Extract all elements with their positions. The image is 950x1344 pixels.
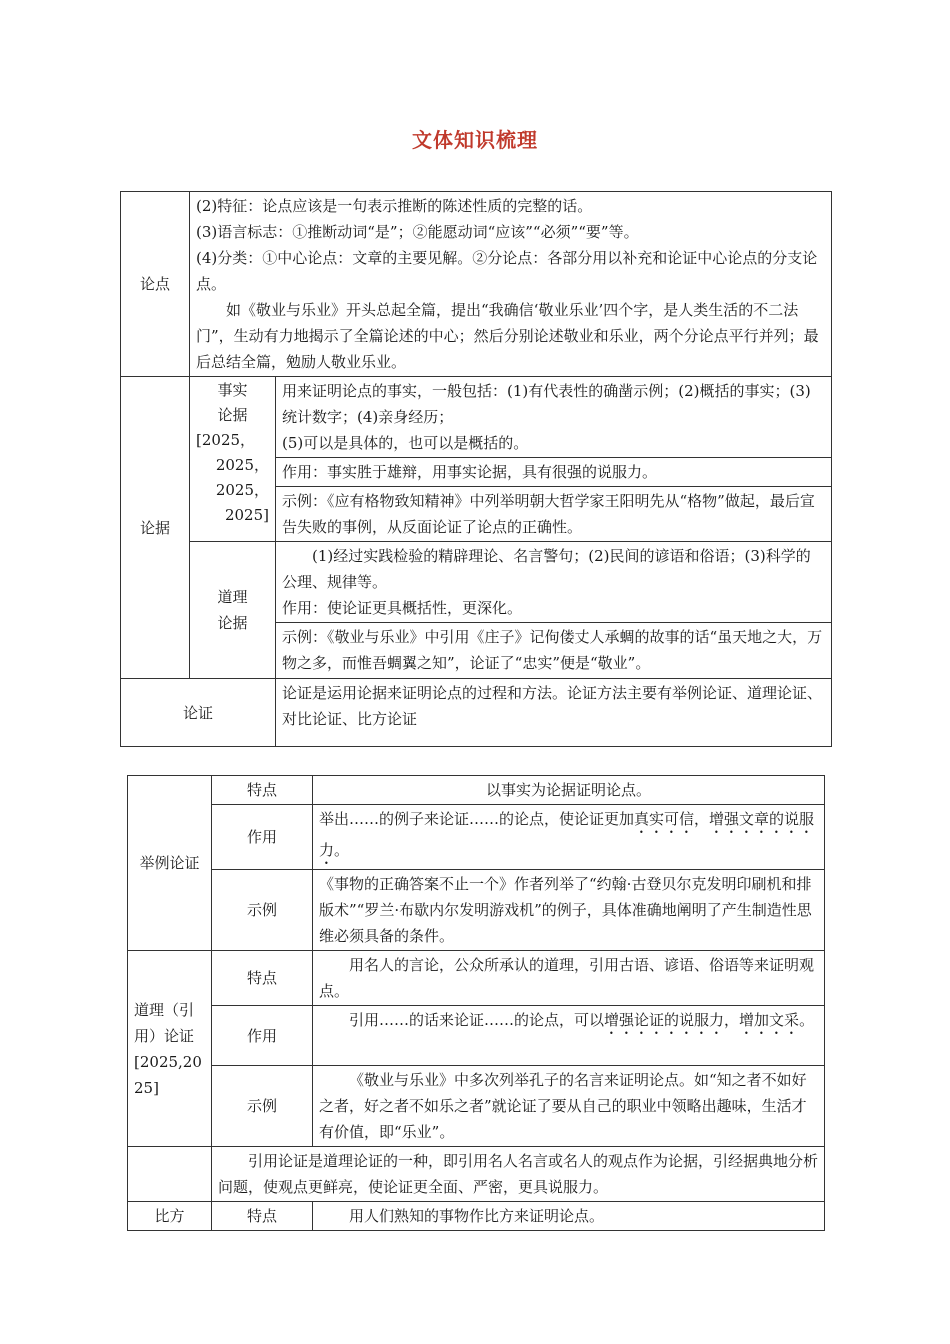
effect-text: 。 — [799, 1011, 815, 1029]
trait-label: 特点 — [212, 776, 313, 805]
trait-label: 特点 — [212, 1202, 313, 1231]
effect-text: ， — [724, 1011, 740, 1029]
fact-label-line: [2025， — [196, 431, 256, 449]
fact-effect: 作用：事实胜于雄辩，用事实论据，具有很强的说服力。 — [276, 458, 832, 487]
reason-effect-row — [128, 1006, 825, 1066]
lunzheng-content: 论证是运用论据来证明论点的过程和方法。论证方法主要有举例论证、道理论证、对比论证、比方论证 — [276, 679, 832, 747]
literary-knowledge-table — [120, 191, 832, 747]
emphasis-text: 增加文采 — [739, 1011, 800, 1029]
sample-label: 示例 — [212, 870, 313, 951]
reason-method-label-cont — [128, 1147, 212, 1202]
analogy-trait: 用人们熟知的事物作比方来证明论点。 — [313, 1202, 825, 1231]
lunzheng-label: 论证 — [121, 679, 276, 747]
example-method-label: 举例论证 — [128, 776, 212, 951]
lundian-line: (3)语言标志：①推断动词“是”；②能愿动词“应该”“必须”“要”等。 — [196, 223, 639, 241]
reason-effect — [313, 1006, 825, 1066]
trait-label: 特点 — [212, 951, 313, 1006]
effect-label: 作用 — [212, 1006, 313, 1066]
emphasis-text: 增强文章的说服力 — [319, 810, 815, 859]
effect-text: 引用……的话来论证……的论点，可以 — [349, 1011, 605, 1029]
example-sample-row — [128, 870, 825, 951]
lundian-example: 如《敬业与乐业》开头总起全篇，提出“我确信‘敬业乐业’四个字，是人类生活的不二法门”，生动有力地揭示了全篇论述的中心；然后分别论述敬业和乐业，两个分论点平行并列；最后总结全篇，勉励人敬业乐业。 — [196, 301, 819, 371]
emphasis-text: 真实可信 — [634, 810, 695, 828]
reason-trait-row — [128, 951, 825, 1006]
effect-text: 。 — [334, 841, 350, 859]
reason-content — [276, 542, 832, 623]
fact-content-row — [121, 377, 832, 458]
reason-label-line: 论据 — [217, 614, 248, 632]
lundian-label: 论点 — [121, 192, 190, 377]
fact-label-line: 2025， — [215, 481, 269, 499]
example-effect-row — [128, 805, 825, 870]
fact-label-line: 事实 — [217, 381, 248, 399]
effect-text: ， — [694, 810, 710, 828]
reason-trait: 用名人的言论，公众所承认的道理，引用古语、谚语、俗语等来证明观点。 — [313, 951, 825, 1006]
example-effect — [313, 805, 825, 870]
reason-effect: 作用：使论证更具概括性，更深化。 — [282, 599, 523, 617]
effect-text: 举出……的例子来论证……的论点，使论证更加 — [319, 810, 635, 828]
analogy-method-label: 比方 — [128, 1202, 212, 1231]
reason-note-row — [128, 1147, 825, 1202]
reason-example: 示例：《敬业与乐业》中引用《庄子》记佝偻丈人承蜩的故事的话“虽天地之大，万物之多，而惟吾蜩翼之知”，论证了“忠实”便是“敬业”。 — [276, 623, 832, 679]
fact-content-text: (5)可以是具体的，也可以是概括的。 — [282, 434, 529, 452]
reason-label-line: 道理 — [217, 588, 248, 606]
fact-content-text: 用来证明论点的事实，一般包括：(1)有代表性的确凿示例；(2)概括的事实；(3)统计数字；(4)亲身经历； — [282, 382, 811, 426]
example-sample: 《事物的正确答案不止一个》作者列举了“约翰·古登贝尔克发明印刷机和排版术”“罗兰·布歇内尔发明游戏机”的例子，具体准确地阐明了产生制造性思维必须具备的条件。 — [313, 870, 825, 951]
fact-evidence-label — [190, 377, 276, 542]
reason-note: 引用论证是道理论证的一种，即引用名人名言或名人的观点作为论据，引经据典地分析问题，使观点更鲜亮，使论证更全面、严密，更具说服力。 — [212, 1147, 825, 1202]
sample-label: 示例 — [212, 1066, 313, 1147]
page-title: 文体知识梳理 — [412, 128, 538, 152]
lundian-row — [121, 192, 832, 377]
example-trait: 以事实为论据证明论点。 — [313, 776, 825, 805]
reason-sample: 《敬业与乐业》中多次列举孔子的名言来证明论点。如“知之者不如好之者，好之者不如乐之者”就论证了要从自己的职业中领略出趣味，生活才有价值，即“乐业”。 — [313, 1066, 825, 1147]
lundian-line: (4)分类：①中心论点：文章的主要见解。②分论点：各部分用以补充和论证中心论点的分支论点。 — [196, 249, 818, 293]
fact-label-line: 2025， — [215, 456, 269, 474]
fact-example: 示例：《应有格物致知精神》中列举明朝大哲学家王阳明先从“格物”做起，最后宣告失败的事例，从反面论证了论点的正确性。 — [276, 487, 832, 542]
emphasis-text: 增强论证的说服力 — [604, 1011, 725, 1029]
effect-label: 作用 — [212, 805, 313, 870]
fact-label-line: 2025] — [224, 506, 269, 524]
lundian-content — [190, 192, 832, 377]
lundian-line: (2)特征：论点应该是一句表示推断的陈述性质的完整的话。 — [196, 197, 593, 215]
reason-method-label: 道理（引用）论证[2025,2025] — [128, 951, 212, 1147]
example-trait-row — [128, 776, 825, 805]
lunju-label: 论据 — [121, 377, 190, 679]
argument-methods-table — [127, 775, 825, 1231]
reason-content-text: (1)经过实践检验的精辟理论、名言警句；(2)民间的谚语和俗语；(3)科学的公理、规律等。 — [282, 547, 811, 591]
fact-label-line: 论据 — [217, 406, 248, 424]
fact-content — [276, 377, 832, 458]
lunzheng-row — [121, 679, 832, 747]
reason-sample-row — [128, 1066, 825, 1147]
analogy-trait-row — [128, 1202, 825, 1231]
reason-evidence-label — [190, 542, 276, 679]
reason-content-row — [121, 542, 832, 623]
